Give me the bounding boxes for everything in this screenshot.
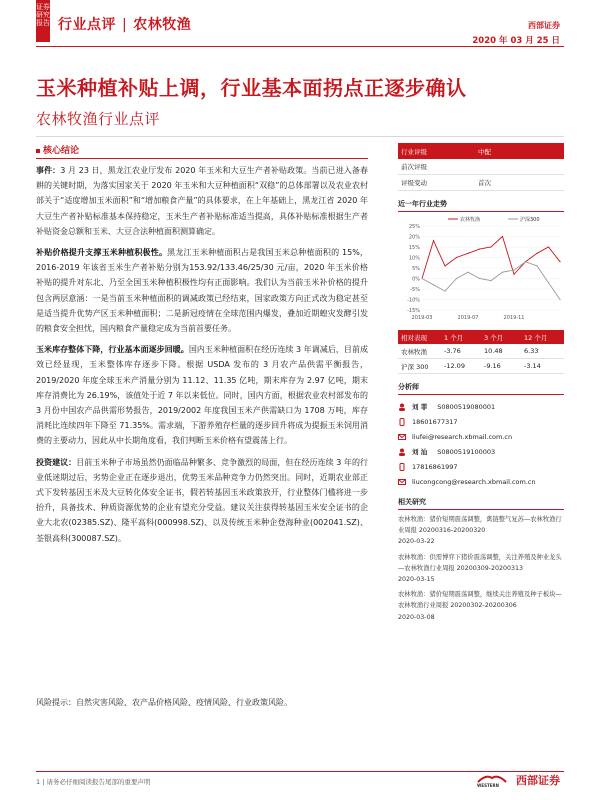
data-point xyxy=(467,253,468,254)
data-point xyxy=(479,278,480,279)
data-point xyxy=(525,261,526,262)
y-tick-label: 10% xyxy=(408,255,420,262)
footer-disclaimer: 1 | 请务必仔细阅读报告尾部的重要声明 xyxy=(36,778,151,786)
person-icon xyxy=(398,403,406,411)
analyst-email-line[interactable]: liufei@research.xbmail.com.cn xyxy=(398,429,564,444)
person-icon xyxy=(398,448,406,456)
analyst-email-line[interactable]: liucongcong@research.xbmail.com.cn xyxy=(398,474,564,489)
analyst-phone-line: 18601677317 xyxy=(398,414,564,429)
analyst-block xyxy=(398,399,564,489)
data-point xyxy=(479,249,480,250)
data-point xyxy=(444,291,445,292)
y-tick-label: 15% xyxy=(408,245,420,251)
data-point xyxy=(433,240,434,241)
main-body xyxy=(36,143,386,552)
footer-brand-logo: 西部证券 xyxy=(516,774,560,787)
mail-icon xyxy=(398,433,406,441)
bullet-square-icon xyxy=(36,149,40,153)
related-report-link[interactable]: 农林牧渔：供需博弈下猪价震荡调整，关注养殖及种业龙头—农林牧渔行业周报 20200309-20200313 2020-03-15 xyxy=(398,553,562,584)
perf-table-header: 相对表现 1 个月 3 个月 12 个月 xyxy=(398,330,564,344)
x-tick-label: 2019-03 xyxy=(411,315,433,321)
related-report-link[interactable]: 农林牧渔：猪价短期震荡调整，继续关注养殖及种子板块—农林牧渔行业周报 20200302-20200306 2020-03-08 xyxy=(398,591,562,621)
core-divider xyxy=(36,158,368,159)
logo-wordmark: WESTERN xyxy=(477,783,499,788)
data-point xyxy=(548,282,549,283)
category-industry: 农林牧渔 xyxy=(133,17,192,33)
data-point xyxy=(433,284,434,285)
brand-name: 西部证券 xyxy=(528,21,560,30)
event-paragraph: 事件：3 月 23 日，黑龙江农业厅发布 2020 年玉米和大豆生产者补贴政策。当前已进入备春耕的关键时期，为落实国家关于 2020 年玉米和大豆种植面积“双稳”的总体部署以及农业农村部关于“适度增加玉米面积”和“增加粮食产量”的具体要求，在上年基础上，黑龙江省 2020 年大豆生产者补贴标准基本保持稳定，玉米生产者补贴标准适当提高，具体补贴标准根据生产者补贴资金总额和玉米、大豆合法种植面积测算确定。 xyxy=(36,166,368,236)
sidebar xyxy=(398,143,564,623)
title-divider xyxy=(36,136,564,137)
data-point xyxy=(513,270,514,271)
related-report-link[interactable]: 农林牧渔：猪价短期震荡调整，禽链整气复苏—农林牧渔行业周报 20200316-20200320 2020-03-22 xyxy=(398,516,562,546)
y-tick-label: -5% xyxy=(410,287,420,293)
data-point xyxy=(536,253,537,254)
data-point xyxy=(490,246,491,247)
header-divider xyxy=(36,46,564,47)
x-tick-label: 2019-11 xyxy=(503,315,525,321)
perf-table-row: 农林牧渔 -3.76 10.48 6.33 xyxy=(398,344,564,359)
y-tick-label: 25% xyxy=(408,224,420,230)
y-tick-label: -15% xyxy=(407,308,420,314)
analyst-section-label: 分析师 xyxy=(398,382,564,395)
phone-icon xyxy=(398,463,406,471)
trend-section-label: 近一年行业走势 xyxy=(398,199,564,212)
legend-label: 沪深300 xyxy=(520,217,540,223)
y-tick-label: 0% xyxy=(412,276,420,283)
western-logo-icon xyxy=(476,772,508,788)
inventory-paragraph: 玉米库存整体下降，行业基本面逐步回暖。国内玉米种植面积在经历连续 3 年调减后，目前成效已经显现，玉米整体库存逐步下降。根据 USDA 发布的 3 月农产品供需平衡报告，2019/2020 年度全球玉米产消量分别为 11.12、11.35 亿吨，期末库存为 2.97 亿吨，期末库存消费比为 26.19%，该值处于近 7 年以来低位。同时，国内方面，根据农业农村部发布的 3 月份中国农产品供需形势报告，2019/2002 年度我国玉米产供需缺口为 1708 万吨，库存消耗比连续四年下降至 71.35%。需求端，下游养殖存栏量的逐步回升将成为提振玉米饲用消费的主要动力，因此从中长期角度看，我们判断玉米价格有望震荡上行。 xyxy=(36,345,368,446)
report-type-tab: 证券研究报告 xyxy=(36,0,50,42)
data-point xyxy=(559,261,560,262)
rating-row: 行业评级 中配 xyxy=(398,143,564,159)
mail-icon xyxy=(398,478,406,486)
report-subtitle: 农林牧渔行业点评 xyxy=(36,110,161,128)
data-point xyxy=(548,246,549,247)
report-date: 2020 年 03 月 25 日 xyxy=(472,36,560,46)
data-point xyxy=(444,265,445,266)
analyst-name-line: 刘 菲 S0800519080001 xyxy=(398,399,564,414)
analyst-name-line: 刘 汕 S0800519100003 xyxy=(398,444,564,459)
subsidy-paragraph: 补贴价格提升支撑玉米种植积极性。黑龙江玉米种植面积占是我国玉米总种植面积的 15%，2016-2019 年该省玉米生产者补贴分别为153.92/133.46/25/30 元/亩，2020 年玉米价格补贴的提升对东北、乃至全国玉米种植积极性均有正面影响。我们认为当前玉米补价格的提升包含两层意涵：一是当前玉米种植面积的调减政策已经结束，国家政策方向正式改为稳定甚至是适当提升优势产区玉米种植面积；二是新冠疫情在全球范围内爆发，叠加近期蝗灾发酵引发的粮食安全担忧，国内粮食产量稳定成为当前首要任务。 xyxy=(36,248,369,334)
rating-row: 前次评级 xyxy=(398,159,564,175)
data-point xyxy=(502,236,503,237)
data-point xyxy=(456,278,457,279)
category-separator: | xyxy=(122,17,128,33)
rating-row: 评级变动 首次 xyxy=(398,175,564,191)
related-section-label: 相关研究 xyxy=(398,497,564,510)
report-category xyxy=(58,14,191,34)
core-conclusion-heading: 核心结论 xyxy=(36,143,386,158)
phone-icon xyxy=(398,418,406,426)
category-type: 行业点评 xyxy=(58,17,116,33)
y-tick-label: -10% xyxy=(407,297,420,304)
y-tick-label: 20% xyxy=(408,234,420,241)
data-point xyxy=(536,265,537,266)
data-point xyxy=(502,272,503,273)
data-point xyxy=(559,299,560,300)
legend-label: 农林牧渔 xyxy=(460,217,481,223)
data-point xyxy=(513,274,514,275)
investment-paragraph: 投资建议：目前玉米种子市场虽然仍面临品种繁多、竞争激烈的局面，但在经历连续 3 年的行业低迷期过后，劣势企业正在逐步退出，优势玉米品种竞争力仍然突出。同时，近期农业部正式下发转基因玉米及大豆转化体安全证书，假若转基因玉米政策放开，行业整体门槛将进一步抬升，具备技术、种质资源优势的企业有望充分受益。建议关注获得转基因玉米安全证书的企业大北农(02385.SZ)、隆平高科(000998.SZ)、以及传统玉米种企登海种业(002041.SZ)、荃银高科(300087.SZ)。 xyxy=(36,457,368,543)
report-title: 玉米种植补贴上调，行业基本面拐点正逐步确认 xyxy=(36,76,467,100)
perf-table-row: 沪深 300 -12.09 -9.16 -3.14 xyxy=(398,359,564,374)
y-tick-label: 5% xyxy=(412,266,420,272)
trend-chart xyxy=(398,214,564,324)
risk-warning: 风险提示：自然灾害风险、农产品价格风险、疫情风险、行业政策风险。 xyxy=(36,698,292,707)
data-point xyxy=(467,272,468,273)
data-point xyxy=(456,257,457,258)
x-tick-label: 2019-07 xyxy=(457,315,479,321)
analyst-phone-line: 17816861997 xyxy=(398,459,564,474)
trend-chart-svg xyxy=(398,214,564,324)
data-point xyxy=(421,278,422,279)
data-point xyxy=(490,280,491,281)
